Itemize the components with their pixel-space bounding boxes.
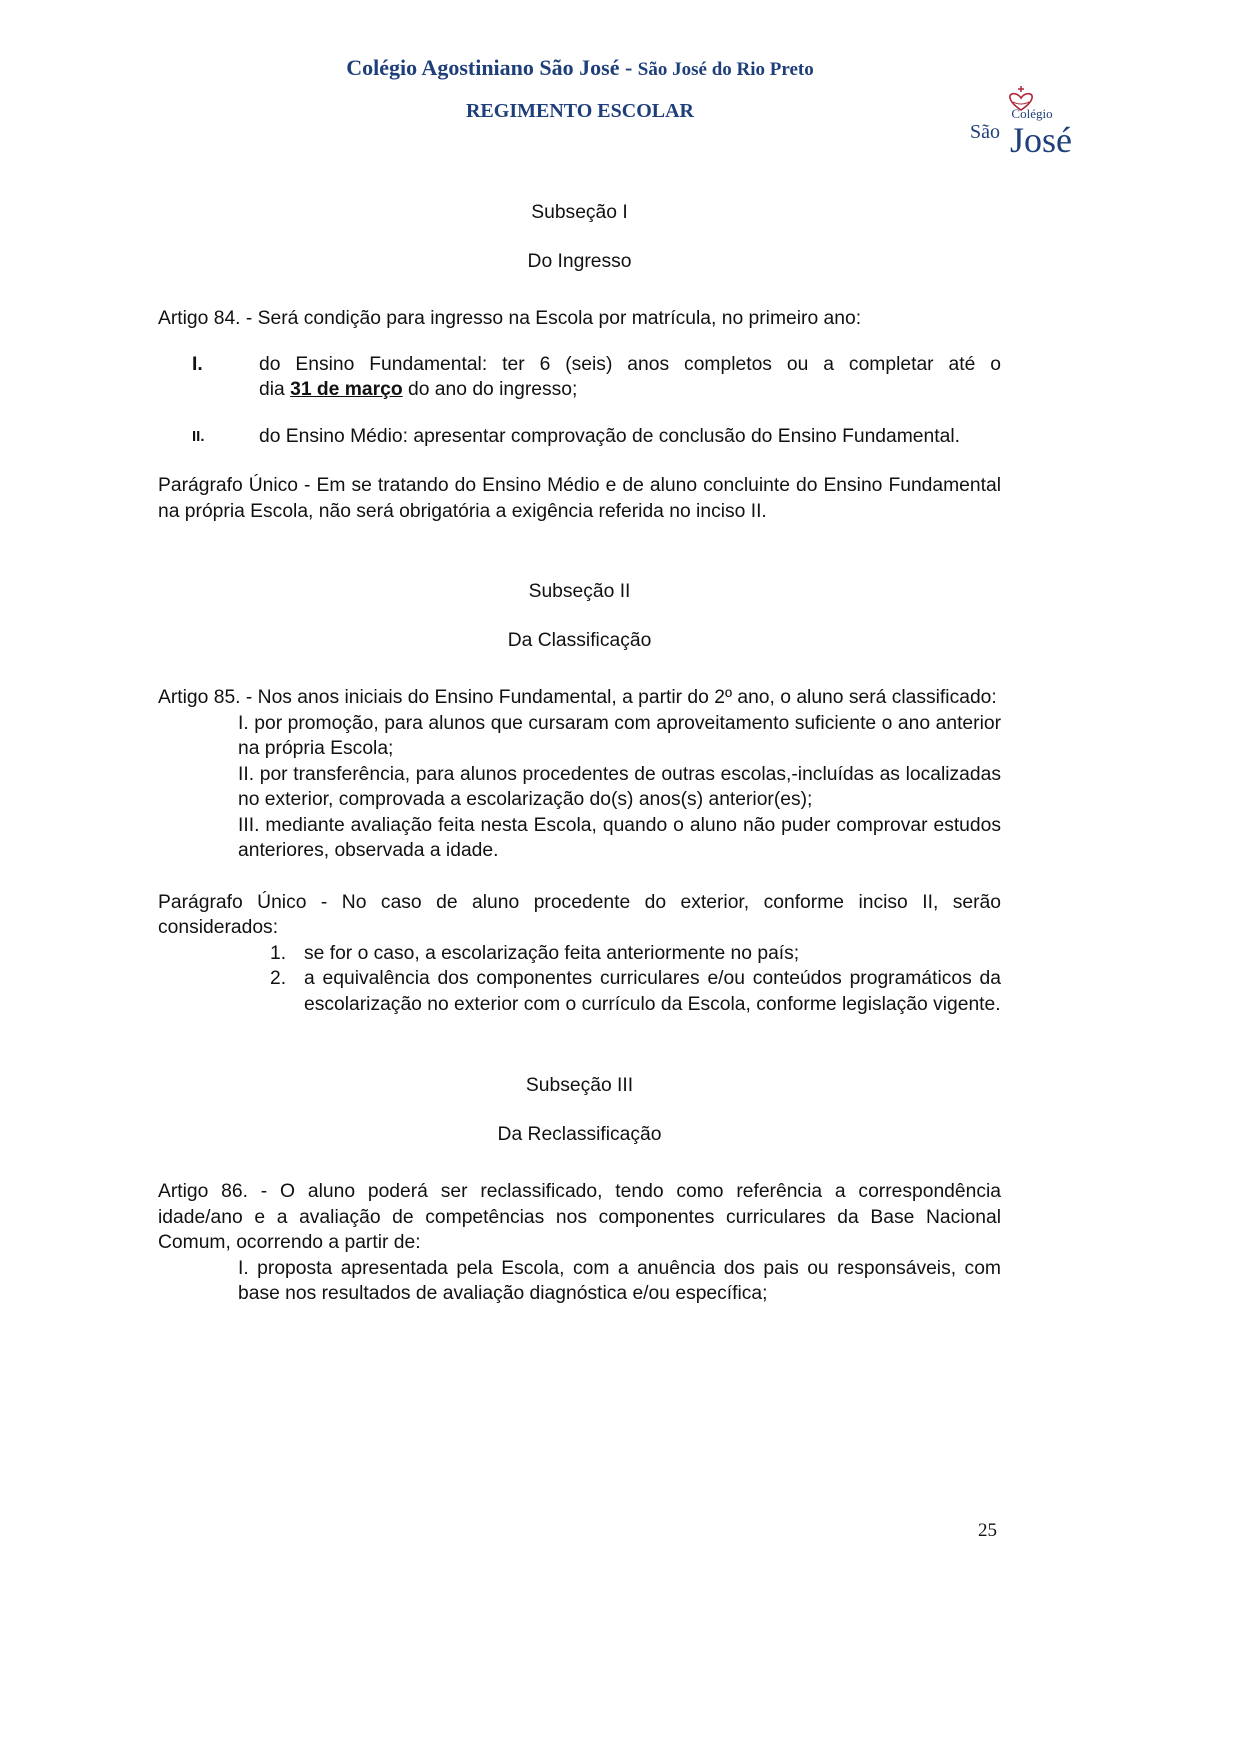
school-logo <box>966 80 1081 164</box>
inciso-number: II. <box>192 427 205 445</box>
document-title: REGIMENTO ESCOLAR <box>465 100 694 122</box>
article-84-paragraph: Parágrafo Único - Em se tratando do Ensino Médio e de aluno concluinte do Ensino Fundamental na própria Escola, não será obrigatória a exigência referida no inciso II. <box>158 475 1001 522</box>
inciso-1-date: 31 de março <box>290 379 403 400</box>
document-body <box>158 200 1001 1307</box>
numbered-list-item-1 <box>158 941 1001 967</box>
inciso-text: do Ensino Médio: apresentar comprovação de conclusão do Ensino Fundamental. <box>259 425 960 447</box>
inciso-number: I. <box>192 353 203 375</box>
subsection-1-title: Subseção I <box>531 202 628 223</box>
article-85-item-2: II. por transferência, para alunos procedentes de outras escolas,-incluídas as localizadas no exterior, comprovada a escolarização do(s) anos(s) anterior(es); <box>238 763 1001 810</box>
inciso-1-line-1: do Ensino Fundamental: ter 6 (seis) anos completos ou a completar até o <box>259 353 1001 375</box>
list-number: 1. <box>270 942 287 964</box>
article-85-item-1: I. por promoção, para alunos que cursaram com aproveitamento suficiente o ano anterior na própria Escola; <box>238 712 1001 759</box>
article-85-paragraph: Parágrafo Único - No caso de aluno procedente do exterior, conforme inciso II, serão considerados: <box>158 891 1001 938</box>
logo-word-jose: José <box>1010 120 1072 160</box>
article-84-text: Artigo 84. - Será condição para ingresso na Escola por matrícula, no primeiro ano: <box>158 308 862 329</box>
article-84-inciso-2 <box>158 424 1001 450</box>
list-number: 2. <box>270 968 287 989</box>
inciso-1-pre: dia <box>259 379 291 400</box>
list-text: se for o caso, a escolarização feita anteriormente no país; <box>304 942 800 964</box>
article-86-item-1: I. proposta apresentada pela Escola, com a anuência dos pais ou responsáveis, com base nos resultados de avaliação diagnóstica e/ou específica; <box>238 1257 1001 1304</box>
page-number: 25 <box>978 1520 997 1541</box>
article-85-text: Artigo 85. - Nos anos iniciais do Ensino Fundamental, a partir do 2º ano, o aluno será classificado: <box>158 687 997 708</box>
subsection-2-title: Subseção II <box>528 581 631 602</box>
article-84-inciso-1 <box>158 352 1001 403</box>
school-city: São José do Rio Preto <box>637 59 814 80</box>
list-text: a equivalência dos componentes curriculares e/ou conteúdos programáticos da escolarização no exterior com o currículo da Escola, conforme legislação vigente. <box>304 968 1001 1015</box>
numbered-list-item-2 <box>158 966 1001 1017</box>
subsection-3-subtitle: Da Reclassificação <box>497 1123 662 1145</box>
subsection-3-title: Subseção III <box>525 1075 634 1096</box>
header-separator: - <box>619 55 638 80</box>
subsection-1-subtitle: Do Ingresso <box>527 250 632 272</box>
logo-word-colegio: Colégio <box>1011 106 1053 121</box>
header-school-name <box>0 55 1160 81</box>
article-85-item-3: III. mediante avaliação feita nesta Escola, quando o aluno não puder comprovar estudos anteriores, observada a idade. <box>238 814 1001 861</box>
subsection-2-subtitle: Da Classificação <box>507 629 652 651</box>
inciso-text <box>259 352 1001 403</box>
article-86-text: Artigo 86. - O aluno poderá ser reclassificado, tendo como referência a correspondência idade/ano e a avaliação de competências nos componentes curriculares da Base Nacional Comum, ocorrendo a partir de: <box>158 1181 1001 1253</box>
school-name: Colégio Agostiniano São José <box>346 55 620 80</box>
inciso-1-post: do ano do ingresso; <box>402 379 578 400</box>
logo-word-sao: São <box>970 121 1000 143</box>
